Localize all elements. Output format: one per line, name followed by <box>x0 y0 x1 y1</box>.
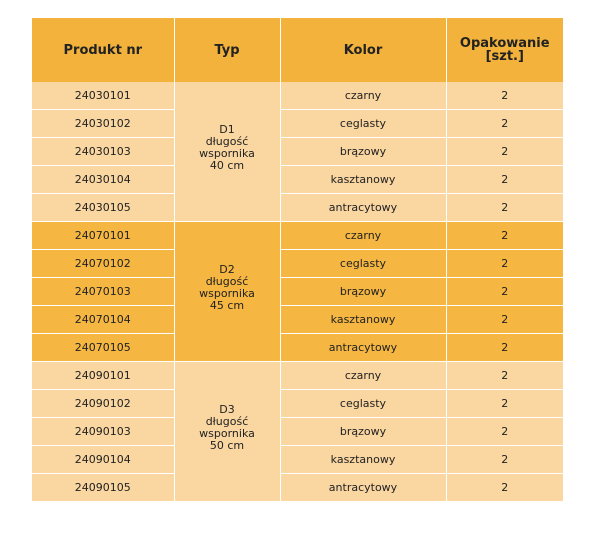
cell-produkt: 24030104 <box>32 166 174 194</box>
table-row <box>32 474 563 502</box>
typ-line3: wspornika <box>199 286 255 300</box>
table-row <box>32 418 563 446</box>
cell-kolor: brązowy <box>280 138 446 166</box>
cell-opakowanie: 2 <box>446 334 563 362</box>
cell-typ <box>174 82 280 222</box>
typ-name: D2 <box>219 262 235 276</box>
cell-opakowanie: 2 <box>446 306 563 334</box>
cell-kolor: kasztanowy <box>280 306 446 334</box>
cell-kolor: czarny <box>280 362 446 390</box>
cell-kolor: ceglasty <box>280 250 446 278</box>
cell-kolor: czarny <box>280 222 446 250</box>
header-opakowanie-label: Opakowanie <box>459 36 550 51</box>
table-row <box>32 110 563 138</box>
cell-opakowanie: 2 <box>446 82 563 110</box>
cell-opakowanie: 2 <box>446 194 563 222</box>
cell-opakowanie: 2 <box>446 138 563 166</box>
cell-kolor: kasztanowy <box>280 446 446 474</box>
cell-opakowanie: 2 <box>446 390 563 418</box>
typ-name: D3 <box>219 402 235 416</box>
cell-produkt: 24070101 <box>32 222 174 250</box>
typ-name: D1 <box>219 122 235 136</box>
table-row <box>32 278 563 306</box>
table-header-row <box>32 18 563 82</box>
cell-opakowanie: 2 <box>446 362 563 390</box>
typ-line4: 40 cm <box>209 158 245 172</box>
cell-produkt: 24030101 <box>32 82 174 110</box>
cell-typ <box>174 222 280 362</box>
table-row <box>32 194 563 222</box>
cell-produkt: 24070104 <box>32 306 174 334</box>
cell-opakowanie: 2 <box>446 446 563 474</box>
typ-line2: długość <box>205 274 249 288</box>
header-opakowanie <box>446 18 563 82</box>
header-kolor: Kolor <box>280 18 446 82</box>
cell-opakowanie: 2 <box>446 166 563 194</box>
product-table <box>32 18 563 502</box>
cell-produkt: 24090102 <box>32 390 174 418</box>
cell-kolor: ceglasty <box>280 110 446 138</box>
header-typ: Typ <box>174 18 280 82</box>
cell-kolor: kasztanowy <box>280 166 446 194</box>
table-row <box>32 306 563 334</box>
cell-opakowanie: 2 <box>446 222 563 250</box>
cell-opakowanie: 2 <box>446 418 563 446</box>
cell-typ <box>174 362 280 502</box>
table-row <box>32 222 563 250</box>
cell-opakowanie: 2 <box>446 278 563 306</box>
cell-produkt: 24090104 <box>32 446 174 474</box>
typ-line2: długość <box>205 414 249 428</box>
cell-kolor: brązowy <box>280 278 446 306</box>
cell-produkt: 24070103 <box>32 278 174 306</box>
cell-kolor: ceglasty <box>280 390 446 418</box>
product-table-container <box>32 18 563 502</box>
cell-produkt: 24030102 <box>32 110 174 138</box>
cell-kolor: antracytowy <box>280 334 446 362</box>
cell-produkt: 24090103 <box>32 418 174 446</box>
cell-kolor: antracytowy <box>280 194 446 222</box>
cell-produkt: 24090101 <box>32 362 174 390</box>
cell-kolor: brązowy <box>280 418 446 446</box>
cell-opakowanie: 2 <box>446 110 563 138</box>
cell-produkt: 24070105 <box>32 334 174 362</box>
cell-produkt: 24070102 <box>32 250 174 278</box>
table-row <box>32 446 563 474</box>
typ-line3: wspornika <box>199 426 255 440</box>
cell-kolor: czarny <box>280 82 446 110</box>
typ-line3: wspornika <box>199 146 255 160</box>
typ-line2: długość <box>205 134 249 148</box>
table-row <box>32 362 563 390</box>
table-row <box>32 250 563 278</box>
header-opakowanie-unit: [szt.] <box>485 49 524 64</box>
table-row <box>32 334 563 362</box>
table-row <box>32 166 563 194</box>
cell-opakowanie: 2 <box>446 474 563 502</box>
header-produkt: Produkt nr <box>32 18 174 82</box>
cell-kolor: antracytowy <box>280 474 446 502</box>
cell-produkt: 24030103 <box>32 138 174 166</box>
cell-produkt: 24030105 <box>32 194 174 222</box>
typ-line4: 45 cm <box>209 298 245 312</box>
typ-line4: 50 cm <box>209 438 245 452</box>
cell-produkt: 24090105 <box>32 474 174 502</box>
table-row <box>32 82 563 110</box>
table-row <box>32 138 563 166</box>
cell-opakowanie: 2 <box>446 250 563 278</box>
table-row <box>32 390 563 418</box>
